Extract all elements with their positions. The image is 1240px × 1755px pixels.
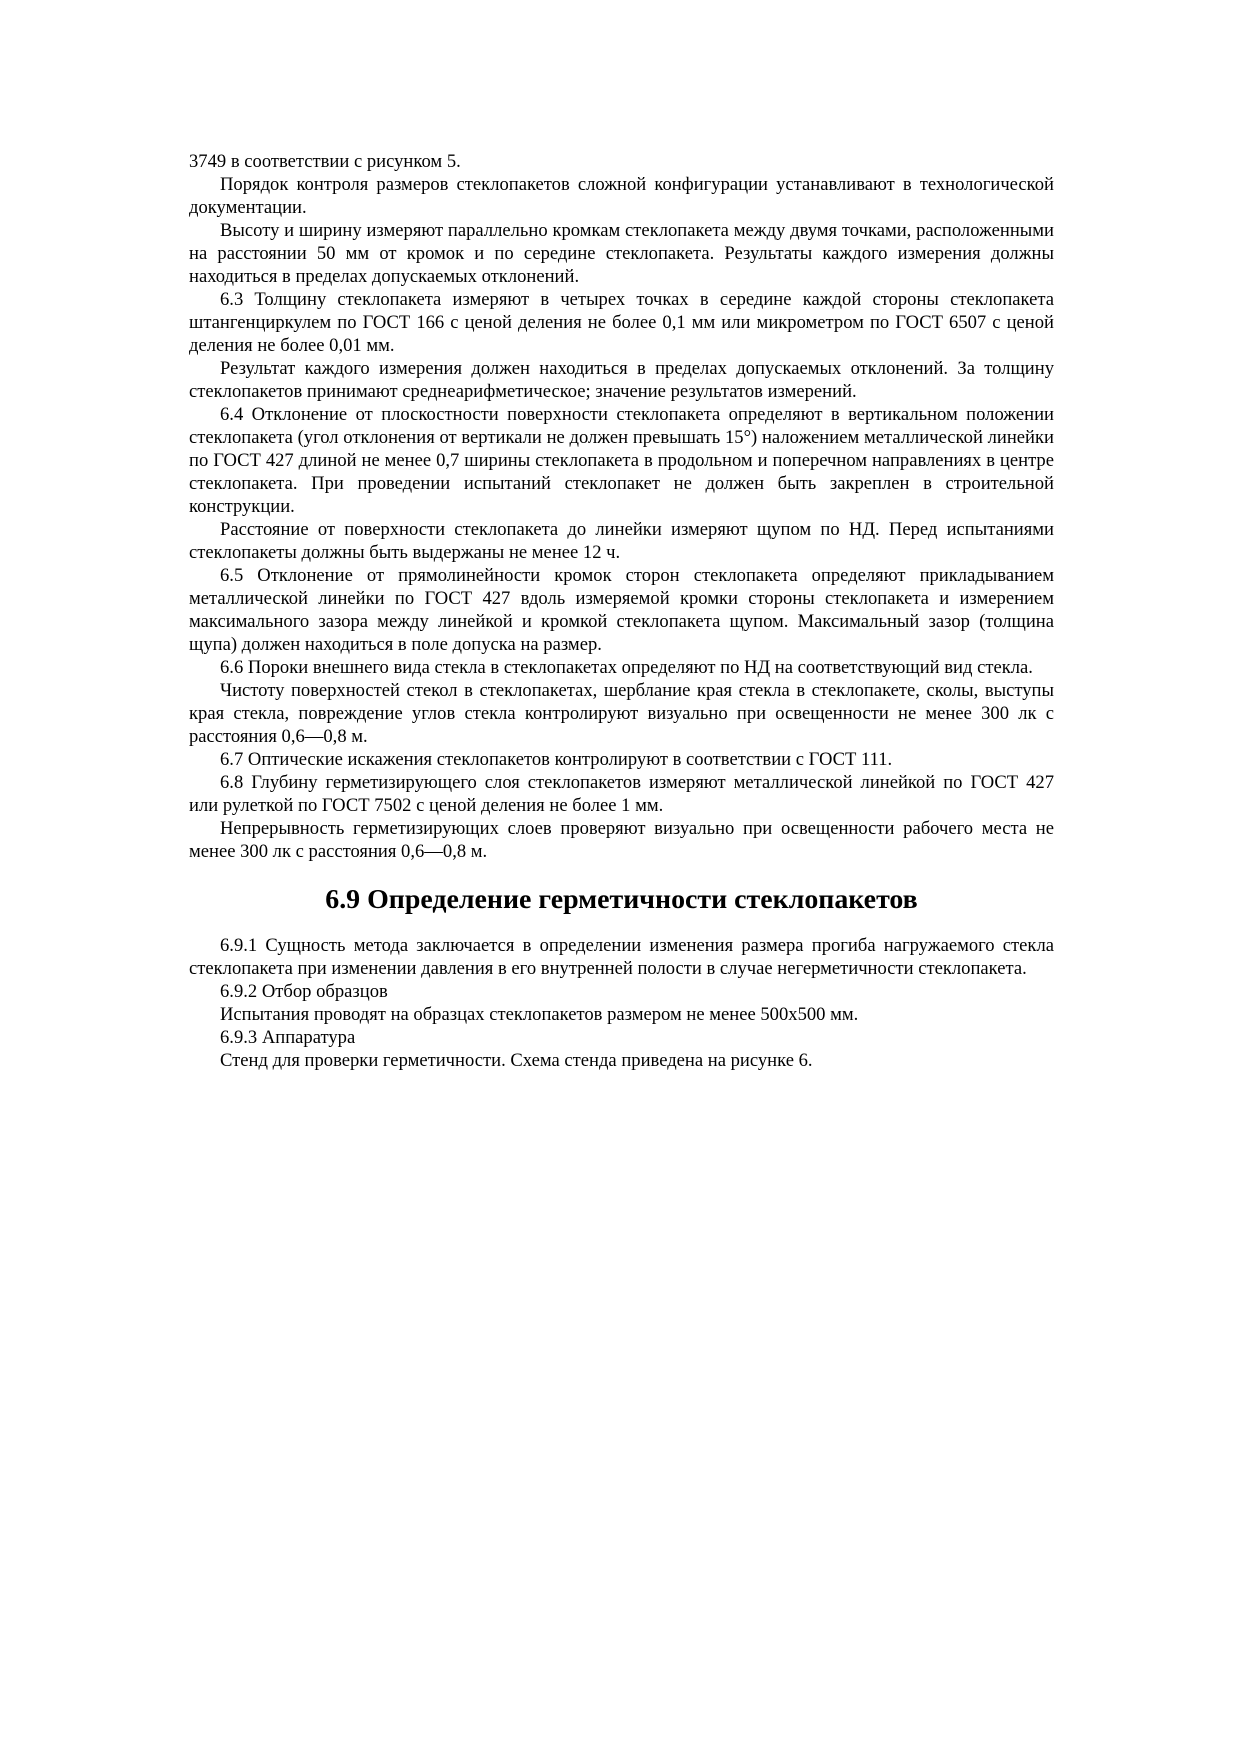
paragraph: Испытания проводят на образцах стеклопакетов размером не менее 500х500 мм. bbox=[220, 1004, 859, 1025]
paragraph: 6.6 Пороки внешнего вида стекла в стеклопакетах определяют по НД на соответствующий вид стекла. bbox=[220, 657, 1033, 678]
paragraph: 6.8 Глубину герметизирующего слоя стеклопакетов измеряют металлической линейкой по ГОСТ 427 или рулеткой по ГОСТ 7502 с ценой деления не более 1 мм. bbox=[189, 772, 1054, 816]
paragraph: 3749 в соответствии с рисунком 5. bbox=[189, 151, 461, 172]
paragraph: Стенд для проверки герметичности. Схема стенда приведена на рисунке 6. bbox=[220, 1050, 813, 1071]
paragraph: 6.5 Отклонение от прямолинейности кромок сторон стеклопакета определяют прикладыванием металлической линейки по ГОСТ 427 вдоль измеряемой кромки стороны стеклопакета и измерением максимального зазора между линейкой и кромкой стеклопакета щупом. Максимальный зазор (толщина щупа) должен находиться в поле допуска на размер. bbox=[189, 565, 1054, 655]
paragraph: 6.9.2 Отбор образцов bbox=[220, 981, 388, 1002]
document-page bbox=[189, 150, 1054, 1072]
paragraph: Результат каждого измерения должен находиться в пределах допускаемых отклонений. За толщину стеклопакетов принимают среднеарифметическое; значение результатов измерений. bbox=[189, 358, 1054, 402]
paragraph: Порядок контроля размеров стеклопакетов сложной конфигурации устанавливают в технологической документации. bbox=[189, 174, 1054, 218]
paragraph: 6.4 Отклонение от плоскостности поверхности стеклопакета определяют в вертикальном положении стеклопакета (угол отклонения от вертикали не должен превышать 15°) наложением металлической линейки по ГОСТ 427 длиной не менее 0,7 ширины стеклопакета в продольном и поперечном направлениях в центре стеклопакета. При проведении испытаний стеклопакет не должен быть закреплен в строительной конструкции. bbox=[189, 404, 1054, 517]
paragraph: Высоту и ширину измеряют параллельно кромкам стеклопакета между двумя точками, расположенными на расстоянии 50 мм от кромок и по середине стеклопакета. Результаты каждого измерения должны находиться в пределах допускаемых отклонений. bbox=[189, 220, 1054, 287]
paragraph: Расстояние от поверхности стеклопакета до линейки измеряют щупом по НД. Перед испытаниями стеклопакеты должны быть выдержаны не менее 12 ч. bbox=[189, 519, 1054, 563]
section-heading: 6.9 Определение герметичности стеклопакетов bbox=[325, 884, 918, 915]
paragraph: 6.9.3 Аппаратура bbox=[220, 1027, 356, 1048]
paragraph: Непрерывность герметизирующих слоев проверяют визуально при освещенности рабочего места не менее 300 лк с расстояния 0,6—0,8 м. bbox=[189, 818, 1054, 862]
paragraph: 6.9.1 Сущность метода заключается в определении изменения размера прогиба нагружаемого стекла стеклопакета при изменении давления в его внутренней полости в случае негерметичности стеклопакета. bbox=[189, 935, 1054, 979]
paragraph: 6.7 Оптические искажения стеклопакетов контролируют в соответствии с ГОСТ 111. bbox=[220, 749, 893, 770]
paragraph: Чистоту поверхностей стекол в стеклопакетах, шерблание края стекла в стеклопакете, сколы, выступы края стекла, повреждение углов стекла контролируют визуально при освещенности не менее 300 лк с расстояния 0,6—0,8 м. bbox=[189, 680, 1054, 747]
paragraph: 6.3 Толщину стеклопакета измеряют в четырех точках в середине каждой стороны стеклопакета штангенциркулем по ГОСТ 166 с ценой деления не более 0,1 мм или микрометром по ГОСТ 6507 с ценой деления не более 0,01 мм. bbox=[189, 289, 1054, 356]
